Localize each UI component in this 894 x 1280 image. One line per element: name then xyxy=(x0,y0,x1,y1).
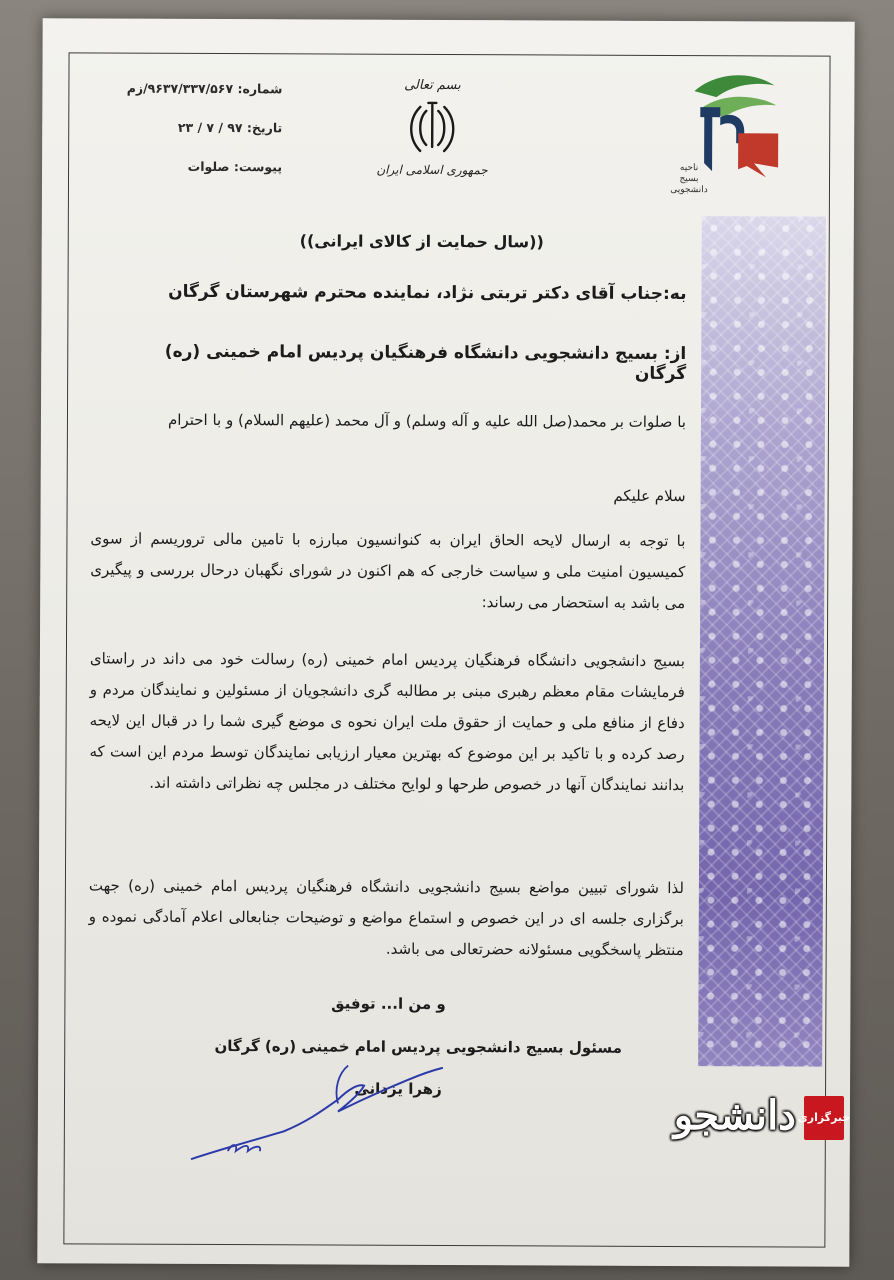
decorative-pattern-strip xyxy=(698,216,826,1067)
logo-caption-line-2: بسیج xyxy=(679,174,699,185)
salutation-line: با صلوات بر محمد(صل الله علیه و آله وسلم) و آل محمد (علیهم السلام) و با احترام xyxy=(167,410,687,432)
emblem-caption: جمهوری اسلامی ایران xyxy=(376,162,488,178)
letter-date xyxy=(82,119,282,135)
letter-paper xyxy=(37,18,854,1267)
watermark-brand: دانشجو xyxy=(673,1092,796,1139)
signatory-title: مسئول بسیج دانشجویی پردیس امام خمینی (ره) گرگان xyxy=(214,1036,623,1057)
letter-attachment xyxy=(82,158,282,174)
iran-emblem-block xyxy=(372,78,492,178)
news-agency-watermark xyxy=(648,1092,860,1152)
attachment-label: پیوست: xyxy=(233,159,283,175)
logo-caption xyxy=(654,163,724,196)
bismillah-heading: بسم تعالی xyxy=(404,77,461,94)
number-value: ۹۶۳۷/۳۳۷/۵۶۷/زم xyxy=(126,80,234,97)
handwritten-signature-icon xyxy=(188,1059,448,1170)
year-slogan: ((سال حمایت از کالای ایرانی)) xyxy=(299,231,544,252)
paragraph-1: با توجه به ارسال لایحه الحاق ایران به کنوانسیون مبارزه با تامین مالی تروریسم از سوی کمیسیون امنیت ملی و سیاست خارجی که هم اکنون در شورای نگهبان درحال بررسی و پیگیری می باشد به استحضار می رساند: xyxy=(90,529,686,613)
date-label: تاریخ: xyxy=(246,120,283,136)
date-value: ۹۷ / ۷ / ۲۳ xyxy=(177,119,243,136)
watermark-badge: خبرگزاری xyxy=(804,1096,844,1140)
logo-caption-line-1: ناحیه xyxy=(679,163,699,174)
logo-caption-line-3: دانشجویی xyxy=(670,184,708,196)
basij-logo-block xyxy=(654,59,805,220)
signatory-name: زهرا یزدانی xyxy=(354,1079,442,1098)
attachment-value: صلوات xyxy=(187,158,230,175)
paragraph-2: بسیج دانشجویی دانشگاه فرهنگیان پردیس امام خمینی (ره) رسالت خود می داند در راستای فرمایشات مقام معظم رهبری مبنی بر مطالبه گری دانشجویان از مسئولین و نمایندگان مردم و دفاع از منافع ملی و حمایت از حقوق ملت ایران نحوه ی موضع گیری شما را در قبال این لایحه رصد کرده و با تاکید بر این موضوع که بهترین معیار ارزیابی نمایندگان توسط مردم این است که بدانند نمایندگان آنها در خصوص طرحها و لوایح مختلف در مجلس چه نظراتی داشته اند. xyxy=(89,649,685,795)
number-label: شماره: xyxy=(237,81,283,97)
sender-line: از: بسیج دانشجویی دانشگاه فرهنگیان پردیس امام خمینی (ره) گرگان xyxy=(164,341,687,385)
recipient-line: به:جناب آقای دکتر تربتی نژاد، نماینده محترم شهرستان گرگان xyxy=(168,281,687,305)
paragraph-3: لذا شورای تبیین مواضع بسیج دانشجویی دانشگاه فرهنگیان پردیس امام خمینی (ره) جهت برگزاری جلسه ای در این خصوص و استماع مواضع و توضیحات جنابعالی اعلام آمادگی نموده و منتظر پاسخگویی مسئولانه حضرتعالی می باشد. xyxy=(88,876,684,960)
letter-number xyxy=(82,80,282,96)
iran-emblem-icon xyxy=(406,99,458,155)
greeting-line: سلام علیکم xyxy=(613,486,686,506)
closing-line: و من ا... توفیق xyxy=(331,994,446,1014)
